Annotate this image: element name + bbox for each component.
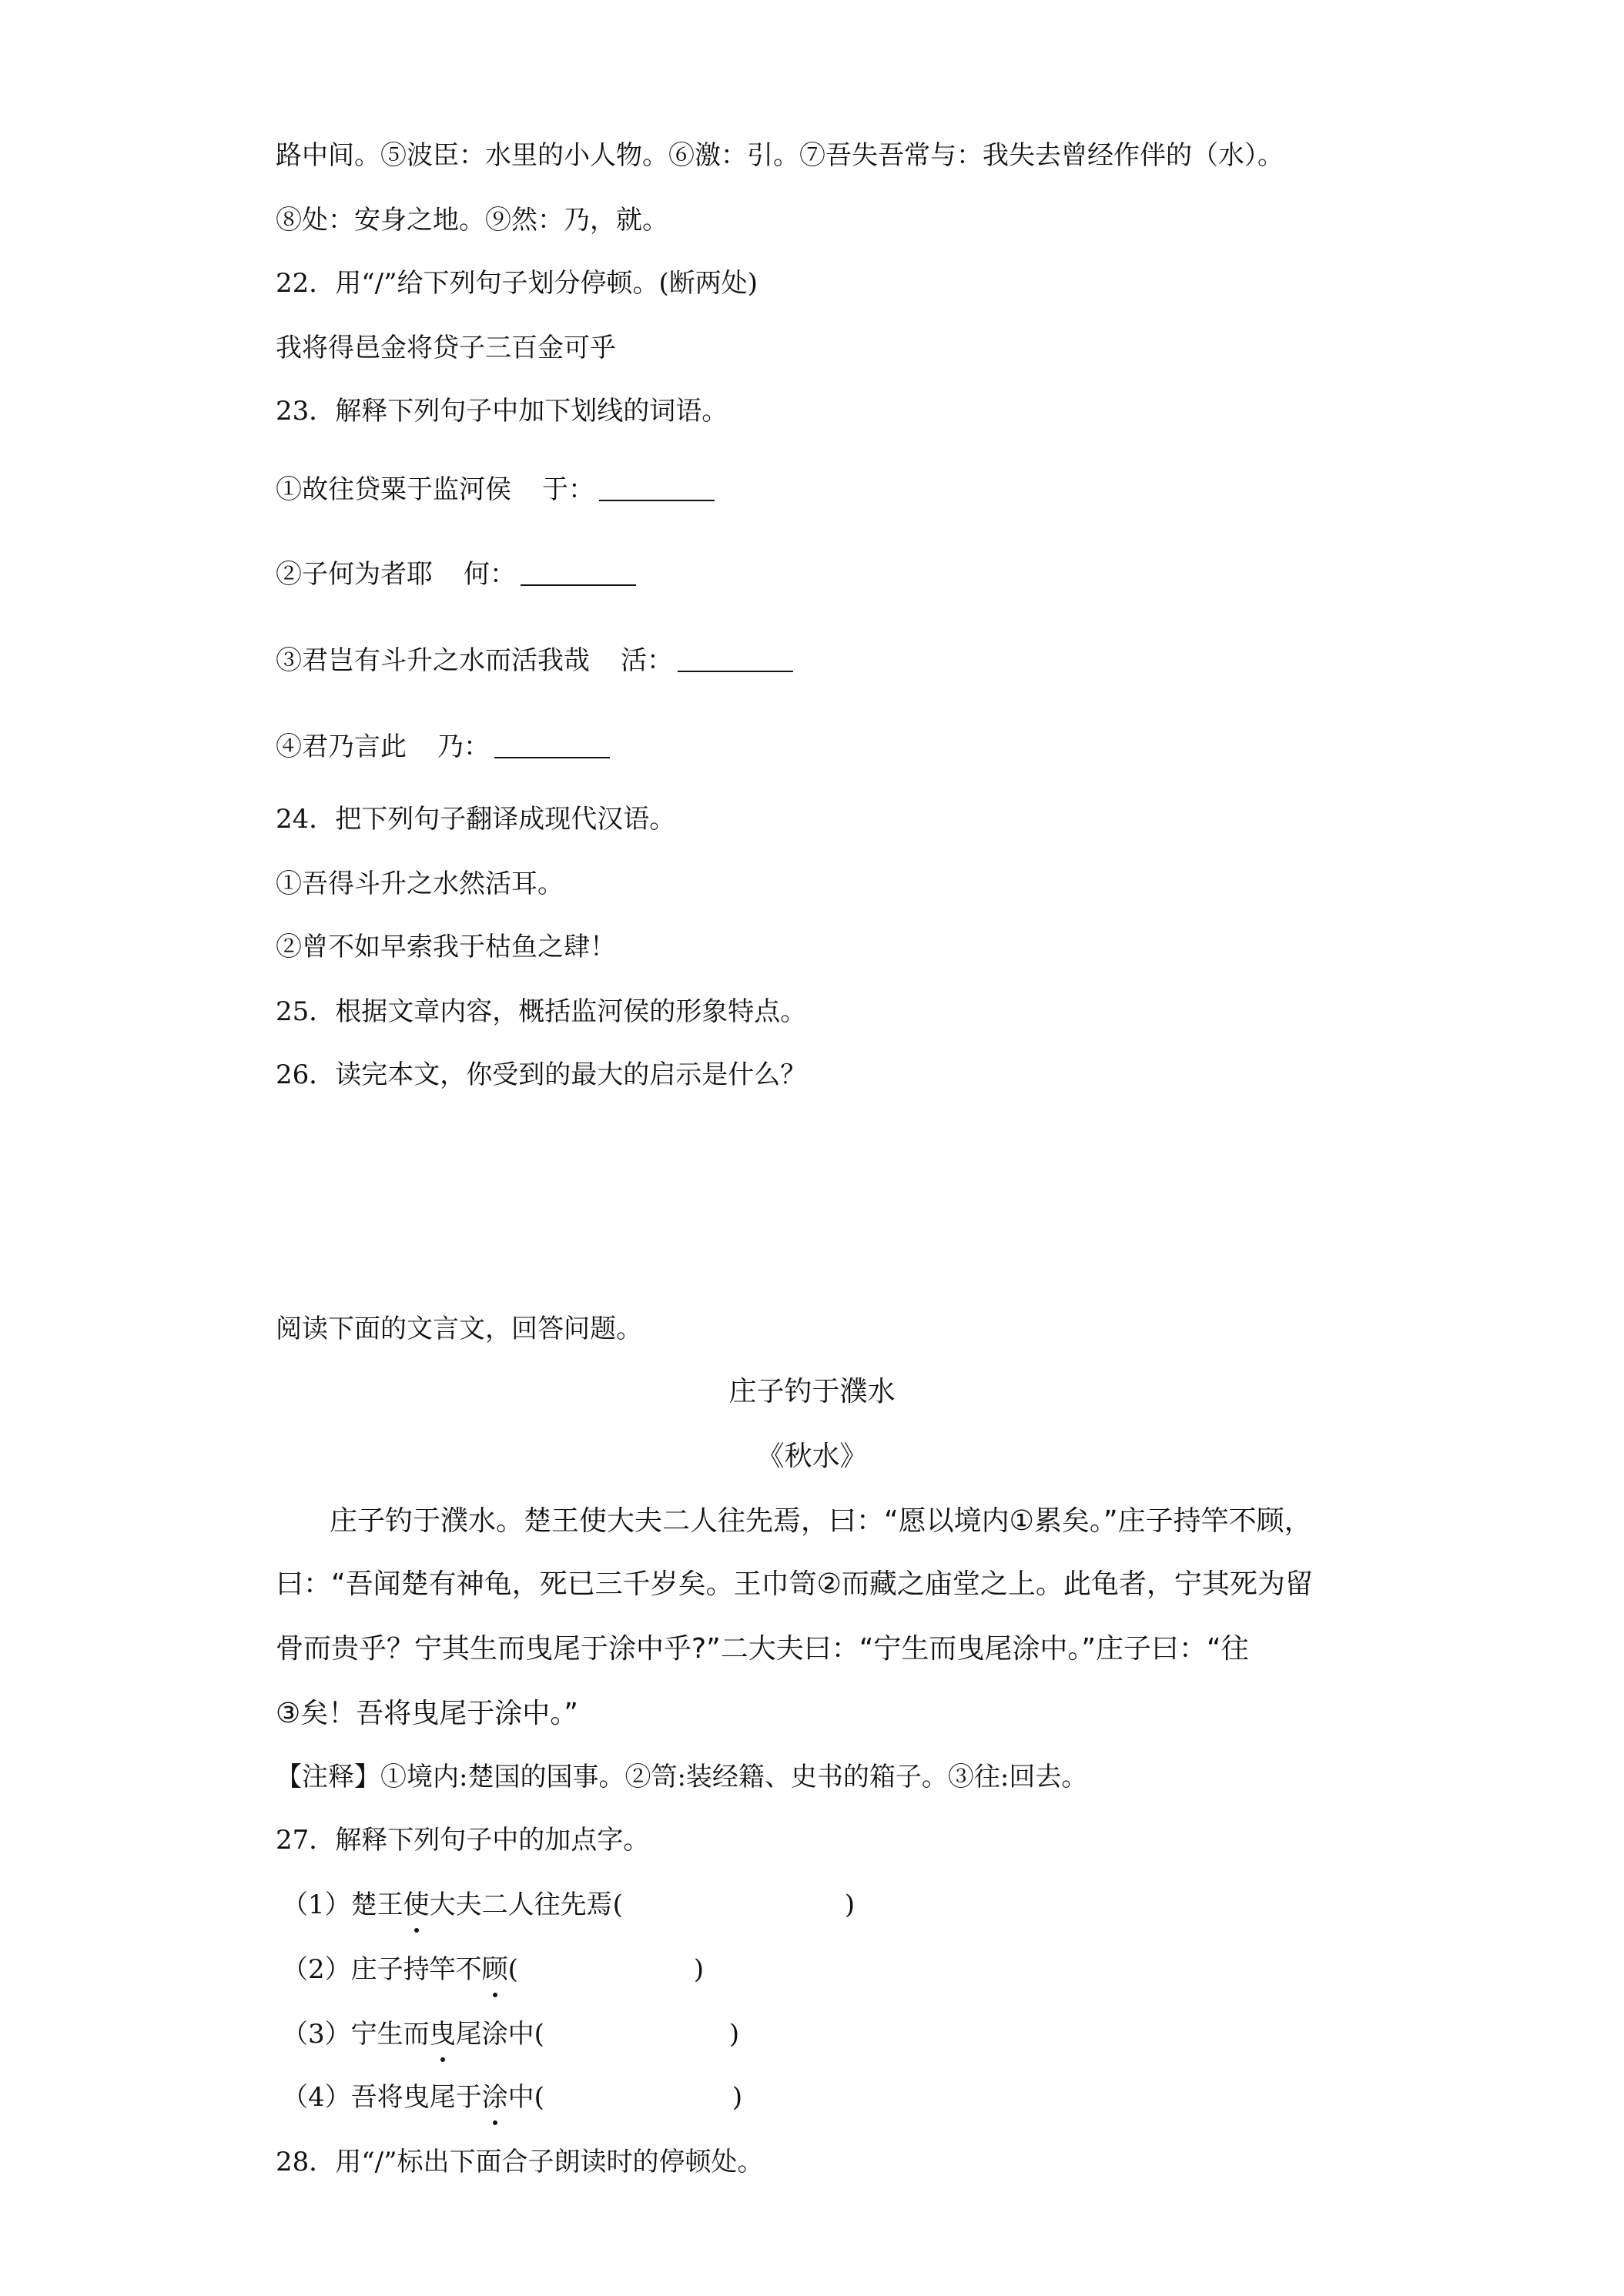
q27-close: ) (844, 1889, 856, 1920)
note-line-2: ⑧处：安身之地。⑨然：乃，就。 (276, 205, 668, 236)
question-22: 22．用“/”给下列句子划分停顿。(断两处) (276, 268, 758, 299)
q27-close: ) (728, 2019, 740, 2050)
passage-line-4: ③矣！吾将曳尾于涂中。” (276, 1698, 578, 1729)
q23-word: 乃： (437, 731, 490, 762)
q23-sentence: ②子何为者耶 (276, 559, 433, 590)
question-25: 25．根据文章内容，概括监河侯的形象特点。 (276, 996, 807, 1027)
reading-intro: 阅读下面的文言文，回答问题。 (276, 1314, 642, 1344)
q23-item-2 (276, 556, 636, 593)
passage-line-2: 曰：“吾闻楚有神龟，死已三千岁矣。王巾笥②而藏之庙堂之上。此龟者，宁其死为留 (276, 1568, 1313, 1600)
q24-item-2: ②曾不如早索我于枯鱼之肆！ (276, 932, 616, 962)
q27-text: （4）吾将曳尾于 (282, 2082, 482, 2113)
passage-line-3: 骨而贵乎？宁其生而曳尾于涂中乎?”二大夫曰：“宁生而曳尾涂中。”庄子曰：“往 (276, 1633, 1249, 1665)
q23-sentence: ④君乃言此 (276, 731, 407, 762)
q27-item-2 (282, 1951, 704, 1988)
q27-close: ) (732, 2082, 743, 2113)
dotted-char: 顾 (482, 1951, 508, 1988)
q23-word: 于： (542, 474, 594, 505)
passage-source: 《秋水》 (756, 1441, 868, 1472)
q23-item-1 (276, 471, 715, 508)
passage-line-1: 庄子钓于濮水。楚王使大夫二人往先焉，曰：“愿以境内①累矣。”庄子持竿不顾， (330, 1505, 1312, 1537)
q27-text: 中( (507, 2082, 544, 2113)
q27-text: （2）庄子持竿不 (282, 1954, 482, 1985)
q27-text: 尾涂中( (455, 2019, 544, 2050)
answer-blank[interactable] (599, 477, 715, 501)
answer-blank[interactable] (678, 648, 793, 672)
q27-text: ( (507, 1954, 518, 1985)
question-22-sentence: 我将得邑金将贷子三百金可乎 (276, 333, 616, 363)
q27-close: ) (693, 1954, 705, 1985)
q27-text: 大夫二人往先焉( (429, 1889, 623, 1920)
q24-item-1: ①吾得斗升之水然活耳。 (276, 869, 564, 899)
q27-item-3 (282, 2016, 739, 2053)
question-24: 24．把下列句子翻译成现代汉语。 (276, 804, 676, 835)
passage-title: 庄子钓于濮水 (728, 1376, 896, 1407)
answer-blank[interactable] (521, 561, 636, 586)
q23-sentence: ③君岂有斗升之水而活我哉 (276, 645, 590, 676)
passage-notes: 【注释】①境内:楚国的国事。②笥:装经籍、史书的箱子。③往:回去。 (276, 1762, 1088, 1792)
dotted-char: 涂 (482, 2079, 508, 2116)
q27-item-4 (282, 2079, 742, 2116)
q23-word: 何： (464, 559, 516, 590)
q27-text: （3）宁生而 (282, 2019, 430, 2050)
q23-sentence: ①故往贷粟于监河侯 (276, 474, 511, 505)
dotted-char: 曳 (430, 2016, 456, 2053)
dotted-char: 使 (403, 1886, 430, 1923)
question-27: 27．解释下列句子中的加点字。 (276, 1825, 650, 1856)
question-28: 28．用“/”标出下面合子朗读时的停顿处。 (276, 2147, 764, 2177)
q23-item-4 (276, 728, 610, 765)
q27-item-1 (282, 1886, 855, 1923)
question-23: 23．解释下列句子中加下划线的词语。 (276, 396, 728, 427)
question-26: 26．读完本文，你受到的最大的启示是什么？ (276, 1059, 807, 1090)
note-line-1: 路中间。⑤波臣：水里的小人物。⑥激：引。⑦吾失吾常与：我失去曾经作伴的（水）。 (276, 140, 1284, 171)
q23-item-3 (276, 642, 793, 679)
answer-blank[interactable] (494, 734, 610, 758)
q27-text: （1）楚王 (282, 1889, 403, 1920)
q23-word: 活： (621, 645, 673, 676)
